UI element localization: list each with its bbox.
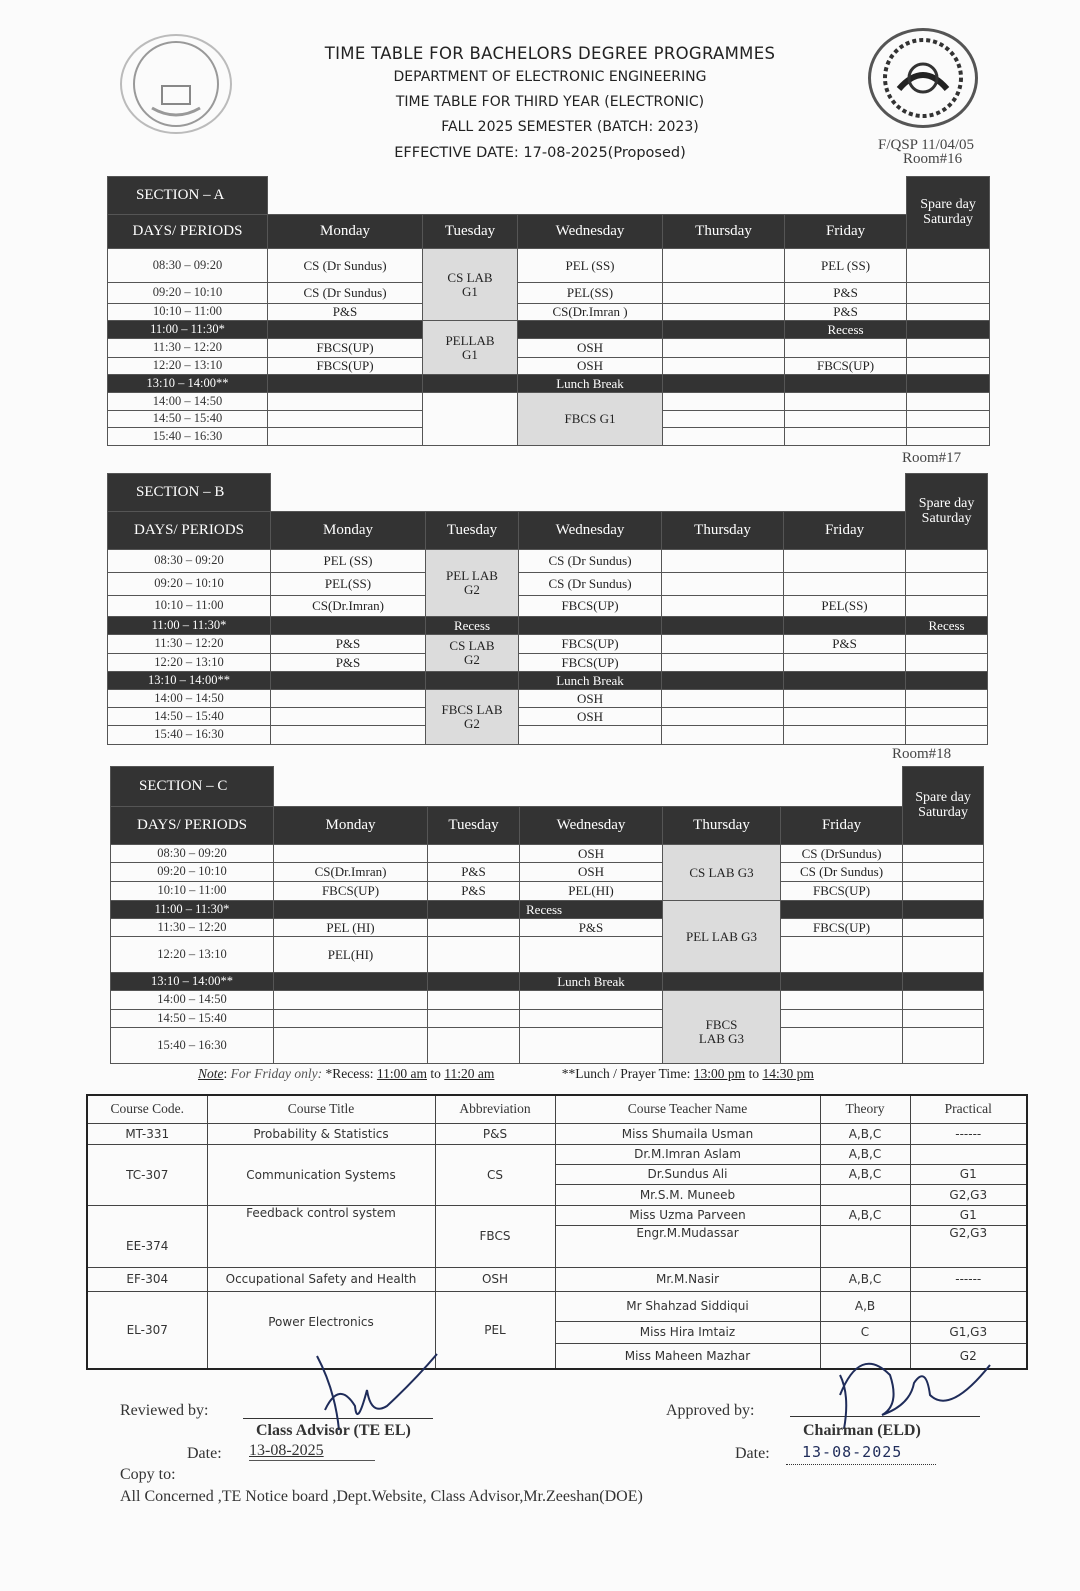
col-header: Course Teacher Name [555,1095,820,1123]
cell: FBCS(UP) [519,635,662,654]
lunch-to: 14:30 pm [762,1066,814,1081]
cell: CS (DrSundus) [781,845,903,863]
practical [910,1291,1027,1321]
lunch-label: Lunch Break [520,973,663,991]
lunch-note-label: **Lunch / Prayer Time [561,1066,687,1081]
cell: FBCS(UP) [785,358,907,375]
course-title: Occupational Safety and Health [207,1267,435,1291]
cell: FBCS(UP) [268,339,423,358]
period: 11:30 – 12:20 [111,919,274,937]
practical: G1 [910,1205,1027,1225]
practical: ------ [910,1123,1027,1144]
teacher: Mr.M.Nasir [555,1267,820,1291]
spare-day-header: Spare day Saturday [906,474,988,550]
course-abbr: OSH [435,1267,555,1291]
theory: A,B,C [820,1144,910,1164]
cell: PEL(HI) [274,937,428,973]
course-title: Power Electronics [207,1291,435,1369]
thursday-header: Thursday [663,807,781,845]
note-friday: For Friday only: [230,1066,323,1081]
cell: CS (Dr Sundus) [268,283,423,304]
date-label: Date: [735,1445,770,1462]
course-title: Feedback control system [207,1205,435,1267]
section-c-timetable [110,766,984,1064]
tuesday-header: Tuesday [428,807,520,845]
period: 09:20 – 10:10 [108,283,268,304]
section-c-title: SECTION – C [111,767,274,807]
course-code: EL-307 [87,1291,207,1369]
practical: G2,G3 [910,1184,1027,1205]
col-header: Theory [820,1095,910,1123]
period: 14:50 – 15:40 [111,1010,274,1028]
friday-header: Friday [781,807,903,845]
reviewed-by-label: Reviewed by: [120,1402,209,1419]
teacher: Miss Uzma Parveen [555,1205,820,1225]
cell: CS (Dr Sundus) [519,573,662,596]
table-row [87,1205,1027,1225]
room-a: Room#16 [903,151,963,167]
period: 08:30 – 09:20 [111,845,274,863]
cell: CS(Dr.Imran) [271,596,426,617]
table-row [87,1267,1027,1291]
col-header: Abbreviation [435,1095,555,1123]
days-periods-header: DAYS/ PERIODS [108,512,271,550]
cell: OSH [520,845,663,863]
course-title: Communication Systems [207,1144,435,1205]
period: 10:10 – 11:00 [108,304,268,321]
recess-to: 11:20 am [444,1066,495,1081]
lab-cell: PEL LAB G2 [426,550,519,617]
period: 15:40 – 16:30 [111,1028,274,1064]
lab-cell: CS LAB G3 [663,845,781,901]
note-label: Note [198,1066,224,1081]
teacher: Mr Shahzad Siddiqui [555,1291,820,1321]
lunch-period: 13:10 – 14:00** [108,672,271,690]
lab-cell: PELLAB G1 [423,321,518,375]
course-title: Probability & Statistics [207,1123,435,1144]
period: 12:20 – 13:10 [108,654,271,672]
doc-title: TIME TABLE FOR BACHELORS DEGREE PROGRAMMES [324,44,776,63]
practical: ------ [910,1267,1027,1291]
monday-header: Monday [268,215,423,249]
theory: C [820,1321,910,1343]
approval-date: 13-08-2025 [802,1443,903,1461]
period: 11:30 – 12:20 [108,339,268,358]
approved-by-label: Approved by: [666,1402,755,1419]
table-row [87,1123,1027,1144]
period: 11:30 – 12:20 [108,635,271,654]
cell: PEL(SS) [784,596,906,617]
practical [910,1144,1027,1164]
tuesday-header: Tuesday [426,512,519,550]
teacher: Dr.Sundus Ali [555,1164,820,1184]
cell: CS(Dr.Imran ) [518,304,663,321]
practical: G1,G3 [910,1321,1027,1343]
practical: G2,G3 [910,1225,1027,1267]
period: 14:00 – 14:50 [108,690,271,708]
course-code: TC-307 [87,1144,207,1205]
cell: P&S [520,919,663,937]
teacher: Miss Hira Imtaiz [555,1321,820,1343]
period: 14:00 – 14:50 [108,393,268,411]
recess-label: Recess [906,617,988,635]
teacher: Miss Shumaila Usman [555,1123,820,1144]
col-header: Course Code. [87,1095,207,1123]
wednesday-header: Wednesday [520,807,663,845]
period: 14:50 – 15:40 [108,708,271,726]
semester: FALL 2025 SEMESTER (BATCH: 2023) [441,119,699,135]
cell: CS(Dr.Imran) [274,863,428,882]
review-date: 13-08-2025 [249,1442,375,1461]
teacher: Dr.M.Imran Aslam [555,1144,820,1164]
cell: OSH [519,708,662,726]
spare-day-header: Spare day Saturday [907,177,990,249]
lab-cell: CS LAB G1 [423,249,518,321]
lunch-period: 13:10 – 14:00** [108,375,268,393]
teacher: Engr.M.Mudassar [555,1225,820,1267]
cell: CS (Dr Sundus) [268,249,423,283]
effective-date: EFFECTIVE DATE: 17-08-2025(Proposed) [394,145,686,161]
chairman-signature [830,1335,1000,1435]
cell: P&S [785,283,907,304]
period: 12:20 – 13:10 [111,937,274,973]
cell: PEL (SS) [785,249,907,283]
recess-note-label: *Recess [325,1066,370,1081]
recess-period: 11:00 – 11:30* [108,321,268,339]
cell: OSH [520,863,663,882]
cell: P&S [271,654,426,672]
friday-header: Friday [785,215,907,249]
cell: P&S [785,304,907,321]
period: 09:20 – 10:10 [108,573,271,596]
course-abbr: PEL [435,1291,555,1369]
days-periods-header: DAYS/ PERIODS [111,807,274,845]
period: 08:30 – 09:20 [108,249,268,283]
lunch-label: Lunch Break [518,375,663,393]
period: 15:40 – 16:30 [108,428,268,446]
spare-day-header: Spare day Saturday [903,767,984,845]
col-header: Practical [910,1095,1027,1123]
course-abbr: P&S [435,1123,555,1144]
section-a-timetable [107,176,990,446]
cell: PEL (SS) [271,550,426,573]
period: 14:00 – 14:50 [111,991,274,1010]
course-code: EE-374 [87,1205,207,1267]
days-periods-header: DAYS/ PERIODS [108,215,268,249]
recess-from: 11:00 am [376,1066,428,1081]
lab-cell: CS LAB G2 [426,635,519,672]
theory: A,B,C [820,1123,910,1144]
period: 14:50 – 15:40 [108,411,268,428]
department-logo [868,28,978,128]
section-b-timetable [107,473,988,745]
cell: PEL(SS) [271,573,426,596]
theory [820,1225,910,1267]
copy-to-label: Copy to: [120,1466,176,1483]
recess-period: 11:00 – 11:30* [111,901,274,919]
monday-header: Monday [271,512,426,550]
cell: FBCS(UP) [519,596,662,617]
table-row [87,1291,1027,1321]
col-header: Course Title [207,1095,435,1123]
monday-header: Monday [274,807,428,845]
class-advisor-label: Class Advisor (TE EL) [256,1422,411,1439]
timing-note: Note: For Friday only: *Recess: 11:00 am to 11:20 am **Lunch / Prayer Time: 13:00 pm to 14:30 pm [198,1066,814,1081]
lab-cell: FBCS G1 [518,393,663,446]
recess-period: 11:00 – 11:30* [108,617,271,635]
cell: CS (Dr Sundus) [781,863,903,882]
period: 15:40 – 16:30 [108,726,271,745]
practical: G2 [910,1343,1027,1369]
recess-label: Recess [785,321,907,339]
cell: OSH [518,339,663,358]
tuesday-header: Tuesday [423,215,518,249]
cell: OSH [518,358,663,375]
course-abbr: CS [435,1144,555,1205]
cell: FBCS(UP) [519,654,662,672]
period: 08:30 – 09:20 [108,550,271,573]
theory: A,B,C [820,1164,910,1184]
room-c: Room#18 [892,746,952,762]
cell: PEL(SS) [518,283,663,304]
wednesday-header: Wednesday [519,512,662,550]
section-b-title: SECTION – B [108,474,271,512]
wednesday-header: Wednesday [518,215,663,249]
university-logo [120,34,232,134]
cell: FBCS(UP) [268,358,423,375]
period: 12:20 – 13:10 [108,358,268,375]
cell: P&S [271,635,426,654]
thursday-header: Thursday [663,215,785,249]
cell: P&S [428,882,520,901]
lab-cell: PEL LAB G3 [663,901,781,973]
cell: PEL (SS) [518,249,663,283]
cell: P&S [428,863,520,882]
course-code: EF-304 [87,1267,207,1291]
year-title: TIME TABLE FOR THIRD YEAR (ELECTRONIC) [395,94,705,110]
teacher: Miss Maheen Mazhar [555,1343,820,1369]
period: 10:10 – 11:00 [111,882,274,901]
lab-cell: FBCS LAB G3 [663,991,781,1064]
copy-to-list: All Concerned ,TE Notice board ,Dept.Website, Class Advisor,Mr.Zeeshan(DOE) [120,1488,643,1505]
cell: FBCS(UP) [781,882,903,901]
course-code: MT-331 [87,1123,207,1144]
practical: G1 [910,1164,1027,1184]
course-abbr: FBCS [435,1205,555,1267]
cell: OSH [519,690,662,708]
recess-label: Recess [426,617,519,635]
friday-header: Friday [784,512,906,550]
room-b: Room#17 [902,450,962,466]
form-code: F/QSP 11/04/05 [878,137,974,153]
cell: PEL(HI) [520,882,663,901]
cell: FBCS(UP) [781,919,903,937]
lunch-label: Lunch Break [519,672,662,690]
period: 10:10 – 11:00 [108,596,271,617]
lunch-period: 13:10 – 14:00** [111,973,274,991]
table-row [87,1144,1027,1164]
theory: A,B,C [820,1267,910,1291]
chairman-label: Chairman (ELD) [803,1422,921,1439]
thursday-header: Thursday [662,512,784,550]
cell: PEL (HI) [274,919,428,937]
teacher: Mr.S.M. Muneeb [555,1184,820,1205]
theory: A,B,C [820,1205,910,1225]
date-label: Date: [187,1445,222,1462]
approval-date-line [786,1464,936,1465]
lunch-from: 13:00 pm [693,1066,746,1081]
lab-cell: FBCS LAB G2 [426,690,519,745]
recess-label: Recess [520,901,663,919]
cell: FBCS(UP) [274,882,428,901]
cell: CS (Dr Sundus) [519,550,662,573]
course-table [86,1094,1028,1370]
period: 09:20 – 10:10 [111,863,274,882]
theory: A,B [820,1291,910,1321]
section-a-title: SECTION – A [108,177,268,215]
note-to: to [430,1066,441,1081]
note-to: to [748,1066,760,1081]
cell: P&S [784,635,906,654]
cell: P&S [268,304,423,321]
theory [820,1184,910,1205]
department-name: DEPARTMENT OF ELECTRONIC ENGINEERING [393,69,707,85]
